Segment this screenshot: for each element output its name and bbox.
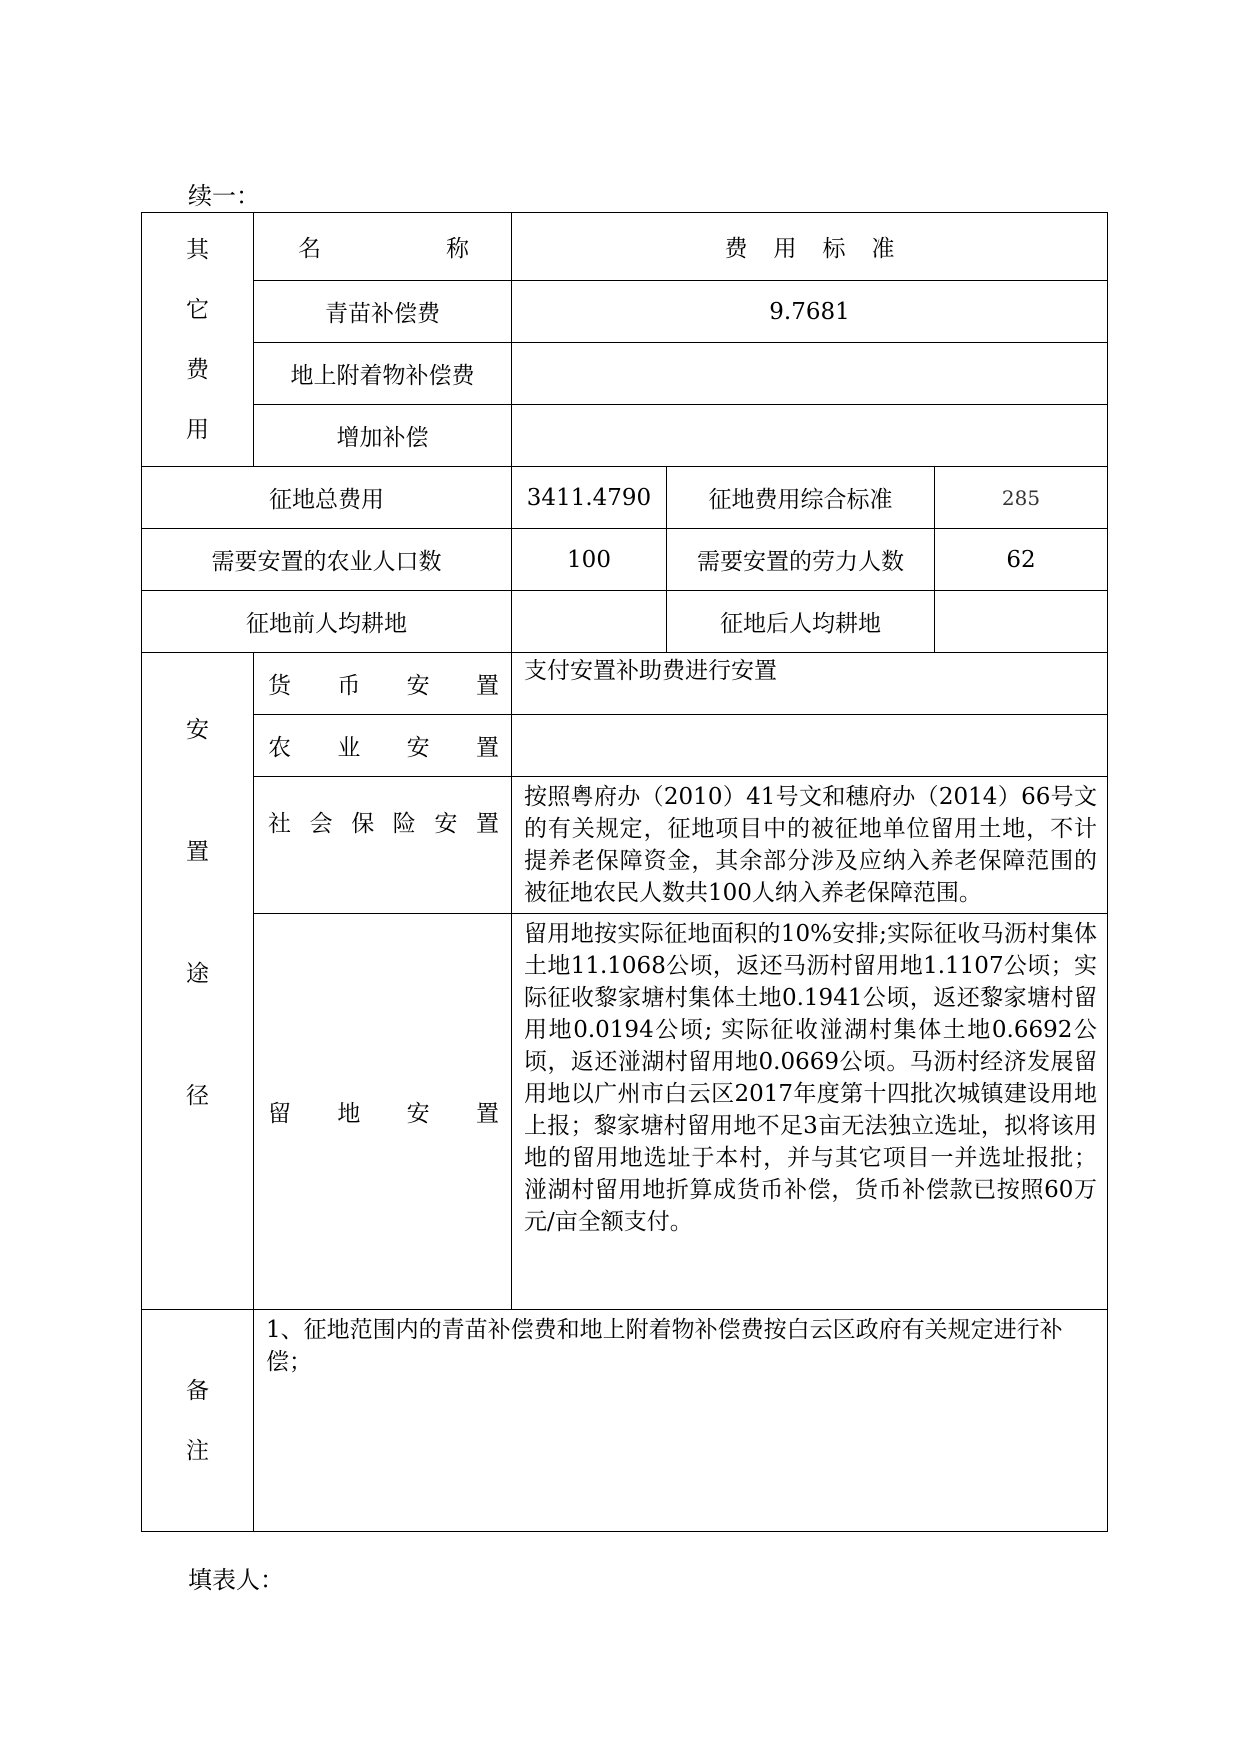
continuation-label: 续一： (188, 182, 260, 210)
total-fee-label: 征地总费用 (142, 467, 512, 529)
fee-name-cell: 地上附着物补偿费 (254, 343, 512, 405)
other-fees-section-label: 其 它 费 用 (142, 213, 254, 467)
monetary-resettlement-label: 货 币 安 置 (254, 653, 512, 715)
fee-value-cell (512, 343, 1108, 405)
composite-standard-value: 285 (935, 467, 1108, 529)
farmland-before-label: 征地前人均耕地 (142, 591, 512, 653)
name-column-header: 名 称 (254, 213, 512, 281)
agri-population-label: 需要安置的农业人口数 (142, 529, 512, 591)
total-fee-value: 3411.4790 (512, 467, 667, 529)
agricultural-resettlement-text (512, 715, 1108, 777)
composite-standard-label: 征地费用综合标准 (667, 467, 935, 529)
standard-column-header: 费 用 标 准 (512, 213, 1108, 281)
reserved-land-resettlement-text: 留用地按实际征地面积的10%安排;实际征收马沥村集体土地11.1068公顷，返还马沥村留用地1.1107公顷；实际征收黎家塘村集体土地0.1941公顷，返还黎家塘村留用地0.0194公顷; 实际征收湴湖村集体土地0.6692公顷，返还湴湖村留用地0.0669公顷。马沥村经济发展留用地以广州市白云区2017年度第十四批次城镇建设用地上报；黎家塘村留用地不足3亩无法独立选址，拟将该用地的留用地选址于本村，并与其它项目一并选址报批；湴湖村留用地折算成货币补偿，货币补偿款已按照60万元/亩全额支付。 (512, 914, 1108, 1310)
resettlement-section-label: 安 置 途 径 (142, 653, 254, 1310)
fee-name-cell: 青苗补偿费 (254, 281, 512, 343)
social-insurance-resettlement-label: 社 会 保 险 安 置 (254, 777, 512, 914)
farmland-before-value (512, 591, 667, 653)
fee-value-cell (512, 405, 1108, 467)
monetary-resettlement-text: 支付安置补助费进行安置 (512, 653, 1108, 715)
fee-name-cell: 增加补偿 (254, 405, 512, 467)
remarks-text: 1、征地范围内的青苗补偿费和地上附着物补偿费按白云区政府有关规定进行补偿； (254, 1310, 1108, 1532)
social-insurance-resettlement-text: 按照粤府办（2010）41号文和穗府办（2014）66号文的有关规定，征地项目中的被征地单位留用土地，不计提养老保障资金，其余部分涉及应纳入养老保障范围的被征地农民人数共100人纳入养老保障范围。 (512, 777, 1108, 914)
land-acquisition-fee-table (141, 212, 1108, 1532)
farmland-after-value (935, 591, 1108, 653)
form-filler-label: 填表人： (188, 1566, 284, 1594)
reserved-land-resettlement-label: 留 地 安 置 (254, 914, 512, 1310)
remarks-section-label: 备 注 (142, 1310, 254, 1532)
agri-population-value: 100 (512, 529, 667, 591)
agricultural-resettlement-label: 农 业 安 置 (254, 715, 512, 777)
labor-count-value: 62 (935, 529, 1108, 591)
farmland-after-label: 征地后人均耕地 (667, 591, 935, 653)
fee-value-cell: 9.7681 (512, 281, 1108, 343)
labor-count-label: 需要安置的劳力人数 (667, 529, 935, 591)
